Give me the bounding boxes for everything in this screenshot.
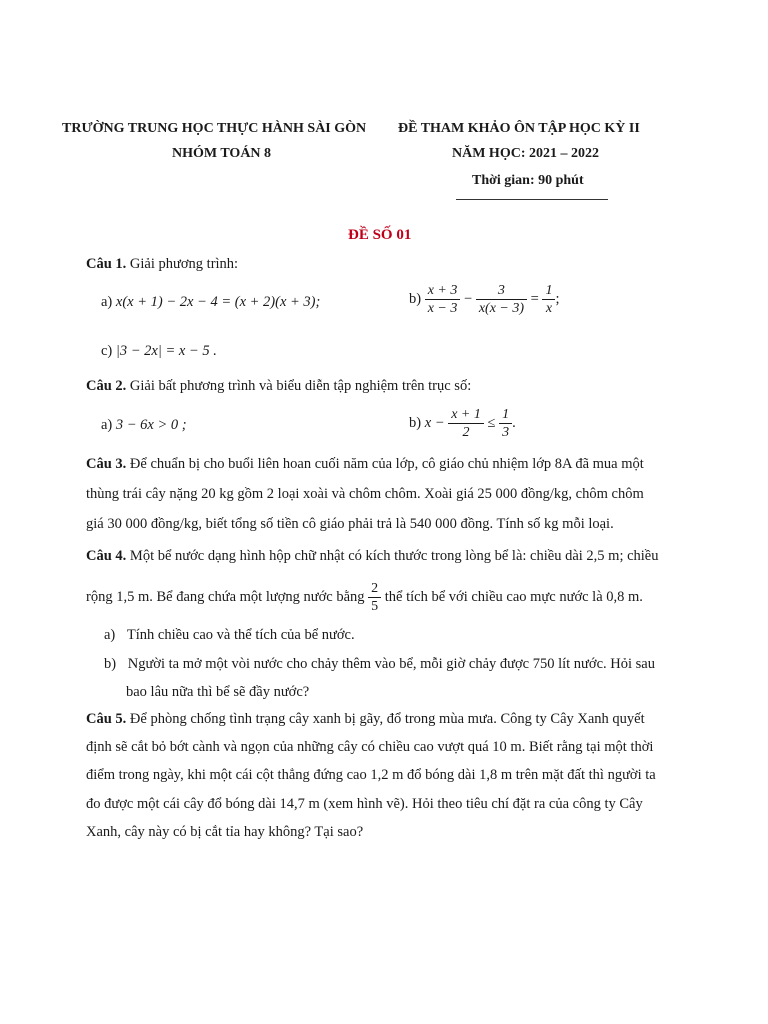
numerator: x + 1 <box>448 406 484 424</box>
question-5-line-3: điểm trong ngày, khi một cái cột thẳng đứng cao 1,2 m đổ bóng dài 1,8 m trên mặt đất thì người ta <box>86 767 656 783</box>
fraction-2b-1 <box>448 406 484 441</box>
item-b-label: b) <box>104 656 117 672</box>
numerator: 2 <box>368 580 381 598</box>
question-2b <box>409 406 516 441</box>
question-5-line-1 <box>86 711 645 728</box>
variable-x: x − <box>424 414 445 431</box>
numerator: 1 <box>499 406 512 424</box>
numerator: 3 <box>476 282 527 300</box>
question-3-label: Câu 3. <box>86 456 127 472</box>
item-c-label: c) <box>101 343 113 359</box>
question-1c <box>101 343 217 360</box>
question-1a <box>101 294 320 311</box>
question-4-text: Một bể nước dạng hình hộp chữ nhật có kích thước trong lòng bể là: chiều dài 2,5 m; chiều <box>126 548 659 564</box>
question-4-line-1 <box>86 548 659 565</box>
fraction-two-fifths <box>368 580 381 615</box>
equation-1a: x(x + 1) − 2x − 4 = (x + 2)(x + 3); <box>115 294 321 310</box>
denominator: 5 <box>371 599 379 614</box>
minus-sign: − <box>464 290 473 307</box>
question-4a-text: Tính chiều cao và thể tích của bể nước. <box>126 627 355 643</box>
fraction-1b-3 <box>542 282 555 317</box>
denominator: x <box>545 301 553 316</box>
question-5-line-5: Xanh, cây này có bị cắt tỉa hay không? Tại sao? <box>86 824 364 840</box>
question-5-text: Để phòng chống tình trạng cây xanh bị gãy, đổ trong mùa mưa. Công ty Cây Xanh quyết <box>126 711 645 727</box>
item-a-label: a) <box>101 294 113 310</box>
fraction-1b-1 <box>425 282 461 317</box>
question-3-text: Để chuẩn bị cho buổi liên hoan cuối năm của lớp, cô giáo chủ nhiệm lớp 8A đã mua một <box>126 456 644 472</box>
item-b-label: b) <box>409 290 422 307</box>
inequality-2a: 3 − 6x > 0 ; <box>115 417 187 433</box>
question-5-line-2: định sẽ cắt bỏ bớt cành và ngọn của những cây có chiều cao vượt quá 10 m. Biết rằng tại một thời <box>86 739 654 755</box>
question-1 <box>86 256 238 273</box>
item-a-label: a) <box>104 627 116 643</box>
question-4b <box>104 656 655 673</box>
question-1b <box>409 282 560 317</box>
question-1-label: Câu 1. <box>86 256 127 272</box>
question-4-line-2 <box>86 580 643 615</box>
question-2 <box>86 378 471 395</box>
question-4a <box>104 627 355 644</box>
question-4b-text: Người ta mở một vòi nước cho chảy thêm vào bể, mỗi giờ chảy được 750 lít nước. Hỏi sau <box>127 656 655 672</box>
question-2-text: Giải bất phương trình và biểu diễn tập nghiệm trên trục số: <box>126 378 472 394</box>
exam-number: ĐỀ SỐ 01 <box>348 227 412 243</box>
school-year: NĂM HỌC: 2021 – 2022 <box>452 146 599 161</box>
denominator: x − 3 <box>427 301 458 316</box>
question-3-line-1 <box>86 456 644 473</box>
question-4b-line-2: bao lâu nữa thì bể sẽ đầy nước? <box>126 684 310 700</box>
item-b-label: b) <box>409 414 422 431</box>
question-1-text: Giải phương trình: <box>126 256 239 272</box>
denominator: 2 <box>462 425 470 440</box>
item-a-label: a) <box>101 417 113 433</box>
question-4-text-post: thể tích bể với chiều cao mực nước là 0,8 m. <box>384 588 643 605</box>
group-name: NHÓM TOÁN 8 <box>172 146 272 161</box>
question-5-label: Câu 5. <box>86 711 127 727</box>
equals-sign: = <box>530 290 539 307</box>
question-4-label: Câu 4. <box>86 548 127 564</box>
denominator: x(x − 3) <box>478 301 525 316</box>
question-4-text-pre: rộng 1,5 m. Bể đang chứa một lượng nước bằng <box>86 588 365 605</box>
school-name: TRƯỜNG TRUNG HỌC THỰC HÀNH SÀI GÒN <box>62 121 367 136</box>
semicolon: ; <box>555 290 560 307</box>
fraction-2b-2 <box>499 406 512 441</box>
numerator: x + 3 <box>425 282 461 300</box>
header-divider <box>456 199 608 200</box>
period: . <box>512 414 516 431</box>
question-3-line-3: giá 30 000 đồng/kg, biết tổng số tiền cô giáo phải trả là 540 000 đồng. Tính số kg mỗi loại. <box>86 516 614 532</box>
less-equal-sign: ≤ <box>487 414 496 431</box>
denominator: 3 <box>502 425 510 440</box>
question-3-line-2: thùng trái cây nặng 20 kg gồm 2 loại xoài và chôm chôm. Xoài giá 25 000 đồng/kg, chôm chôm <box>86 486 644 502</box>
question-2-label: Câu 2. <box>86 378 127 394</box>
exam-title: ĐỀ THAM KHẢO ÔN TẬP HỌC KỲ II <box>398 121 640 136</box>
fraction-1b-2 <box>476 282 527 317</box>
numerator: 1 <box>542 282 555 300</box>
exam-time: Thời gian: 90 phút <box>472 173 584 188</box>
question-2a <box>101 417 187 434</box>
equation-1c: |3 − 2x| = x − 5 . <box>115 343 217 359</box>
question-5-line-4: đo được một cái cây đổ bóng dài 14,7 m (xem hình vẽ). Hỏi theo tiêu chí đặt ra của công ty Cây <box>86 796 643 812</box>
